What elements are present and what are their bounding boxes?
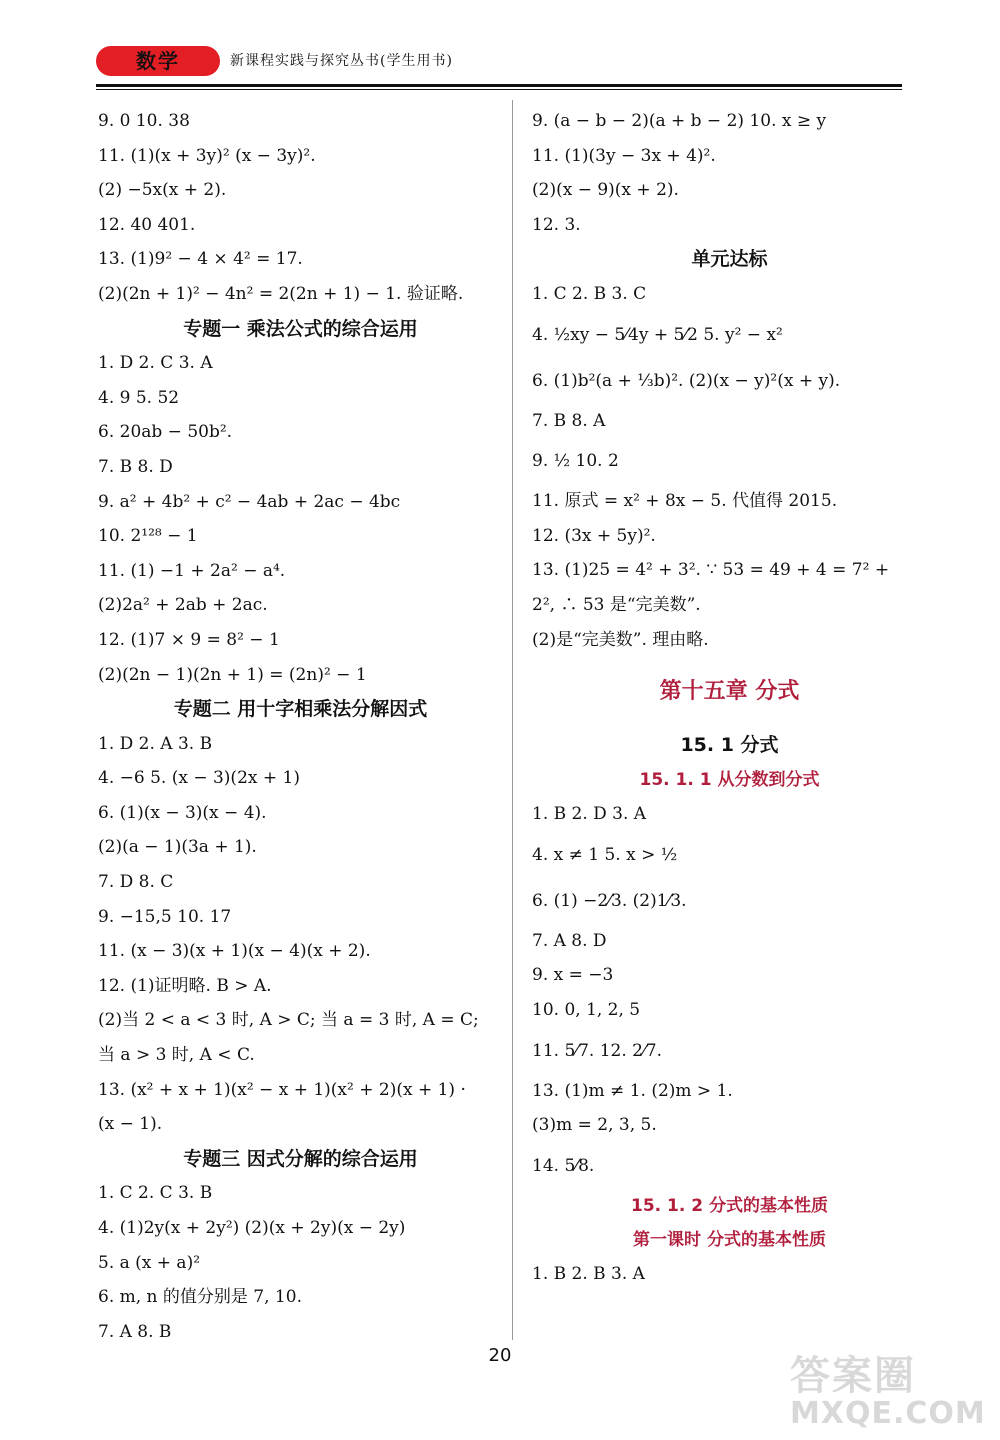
- answer-line: 12. (1)7 × 9 = 8² − 1: [98, 629, 280, 650]
- answer-line: 13. (1)m ≠ 1. (2)m > 1.: [532, 1080, 733, 1101]
- topic-heading: 专题二 用十字相乘法分解因式: [173, 698, 428, 721]
- answer-line: 11. (1) −1 + 2a² − a⁴.: [98, 560, 286, 581]
- answer-line: 9. a² + 4b² + c² − 4ab + 2ac − 4bc: [98, 491, 401, 512]
- watermark-url: MXQE.COM: [790, 1396, 986, 1431]
- answer-line: 12. 40 401.: [98, 214, 196, 235]
- answer-line: 12. (1)证明略. B > A.: [98, 975, 272, 996]
- answer-line: 9. ½ 10. 2: [532, 451, 619, 472]
- topic-heading: 专题一 乘法公式的综合运用: [183, 317, 418, 340]
- answer-line: 10. 2¹²⁸ − 1: [98, 526, 198, 547]
- answer-line: 7. B 8. A: [532, 410, 606, 431]
- answer-line: (2)当 2 < a < 3 时, A > C; 当 a = 3 时, A = C;: [98, 1010, 479, 1031]
- answer-line: 11. (1)(x + 3y)² (x − 3y)².: [98, 145, 316, 166]
- answer-line: 4. 9 5. 52: [98, 387, 180, 408]
- answer-line: 12. 3.: [532, 214, 581, 235]
- answer-line: 6. 20ab − 50b².: [98, 422, 233, 443]
- header-rule-thin: [96, 89, 902, 90]
- answer-line: (2)(x − 9)(x + 2).: [532, 180, 679, 201]
- answer-line: 13. (x² + x + 1)(x² − x + 1)(x² + 2)(x + 1) ·: [98, 1079, 466, 1100]
- subsection-heading: 15. 1. 1 从分数到分式: [639, 770, 820, 791]
- right-answer-column: [532, 104, 927, 1291]
- answer-line: 10. 0, 1, 2, 5: [532, 999, 641, 1020]
- topic-heading: 单元达标: [691, 248, 768, 271]
- subsection-heading: 15. 1. 2 分式的基本性质: [631, 1195, 828, 1216]
- section-heading: 15. 1 分式: [680, 734, 779, 757]
- answer-line: 13. (1)25 = 4² + 3². ∵ 53 = 49 + 4 = 7² +: [532, 560, 890, 581]
- answer-line: 1. C 2. B 3. C: [532, 283, 647, 304]
- page-header: [96, 44, 516, 80]
- series-title: 新课程实践与探究丛书(学生用书): [230, 53, 453, 69]
- answer-line: (2)是“完美数”. 理由略.: [532, 629, 709, 650]
- answer-line: 6. (1)b²(a + ⅓b)². (2)(x − y)²(x + y).: [532, 370, 841, 391]
- answer-line: 11. (x − 3)(x + 1)(x − 4)(x + 2).: [98, 941, 371, 962]
- answer-line: (x − 1).: [98, 1114, 163, 1135]
- answer-line: 13. (1)9² − 4 × 4² = 17.: [98, 249, 303, 270]
- answer-line: 4. (1)2y(x + 2y²) (2)(x + 2y)(x − 2y): [98, 1218, 406, 1238]
- answer-line: 1. D 2. A 3. B: [98, 733, 213, 754]
- answer-line: 5. a (x + a)²: [98, 1252, 201, 1273]
- answer-line: 12. (3x + 5y)².: [532, 525, 656, 546]
- column-divider: [512, 100, 513, 1340]
- answer-line: 4. ½xy − 5⁄4y + 5⁄2 5. y² − x²: [532, 324, 783, 345]
- answer-line: 6. m, n 的值分别是 7, 10.: [98, 1287, 302, 1308]
- answer-line: 7. D 8. C: [98, 872, 174, 893]
- answer-line: 9. 0 10. 38: [98, 111, 190, 131]
- answer-line: 1. B 2. B 3. A: [532, 1263, 645, 1284]
- answer-line: 1. C 2. C 3. B: [98, 1183, 213, 1204]
- watermark-logo: [790, 1355, 990, 1435]
- header-rule: [96, 84, 902, 87]
- answer-line: 1. B 2. D 3. A: [532, 804, 647, 825]
- answer-line: 4. −6 5. (x − 3)(2x + 1): [98, 768, 300, 789]
- answer-line: 4. x ≠ 1 5. x > ½: [532, 844, 678, 865]
- answer-line: 6. (1)(x − 3)(x − 4).: [98, 802, 267, 823]
- answer-line: 7. A 8. B: [98, 1321, 172, 1342]
- answer-line: 11. 5⁄7. 12. 2⁄7.: [532, 1040, 663, 1061]
- answer-line: (2) −5x(x + 2).: [98, 180, 227, 201]
- answer-line: (3)m = 2, 3, 5.: [532, 1115, 657, 1136]
- answer-line: (2)(2n + 1)² − 4n² = 2(2n + 1) − 1. 验证略.: [98, 283, 464, 304]
- answer-line: (2)(2n − 1)(2n + 1) = (2n)² − 1: [98, 664, 367, 685]
- answer-line: 9. (a − b − 2)(a + b − 2) 10. x ≥ y: [532, 111, 827, 131]
- topic-heading: 专题三 因式分解的综合运用: [183, 1147, 418, 1170]
- answer-line: 1. D 2. C 3. A: [98, 353, 213, 374]
- left-answer-column: [98, 104, 503, 1349]
- chapter-heading: 第十五章 分式: [659, 679, 800, 705]
- answer-line: 11. (1)(3y − 3x + 4)².: [532, 145, 716, 166]
- answer-line: 当 a > 3 时, A < C.: [98, 1045, 255, 1066]
- answer-line: 9. −15,5 10. 17: [98, 906, 232, 927]
- page-number: 20: [488, 1345, 512, 1366]
- answer-line: 7. B 8. D: [98, 456, 173, 477]
- answer-line: 7. A 8. D: [532, 930, 607, 951]
- answer-line: (2)(a − 1)(3a + 1).: [98, 837, 257, 858]
- subsection-heading: 第一课时 分式的基本性质: [633, 1229, 826, 1250]
- subject-badge: 数学: [96, 46, 220, 76]
- answer-line: 11. 原式 = x² + 8x − 5. 代值得 2015.: [532, 491, 838, 512]
- answer-line: (2)2a² + 2ab + 2ac.: [98, 595, 268, 616]
- answer-line: 14. 5⁄8.: [532, 1155, 595, 1176]
- answer-line: 9. x = −3: [532, 965, 614, 986]
- watermark-text: 答案圈: [790, 1353, 916, 1399]
- answer-line: 6. (1) −2⁄3. (2)1⁄3.: [532, 890, 687, 911]
- answer-line: 2², ∴ 53 是“完美数”.: [532, 594, 701, 615]
